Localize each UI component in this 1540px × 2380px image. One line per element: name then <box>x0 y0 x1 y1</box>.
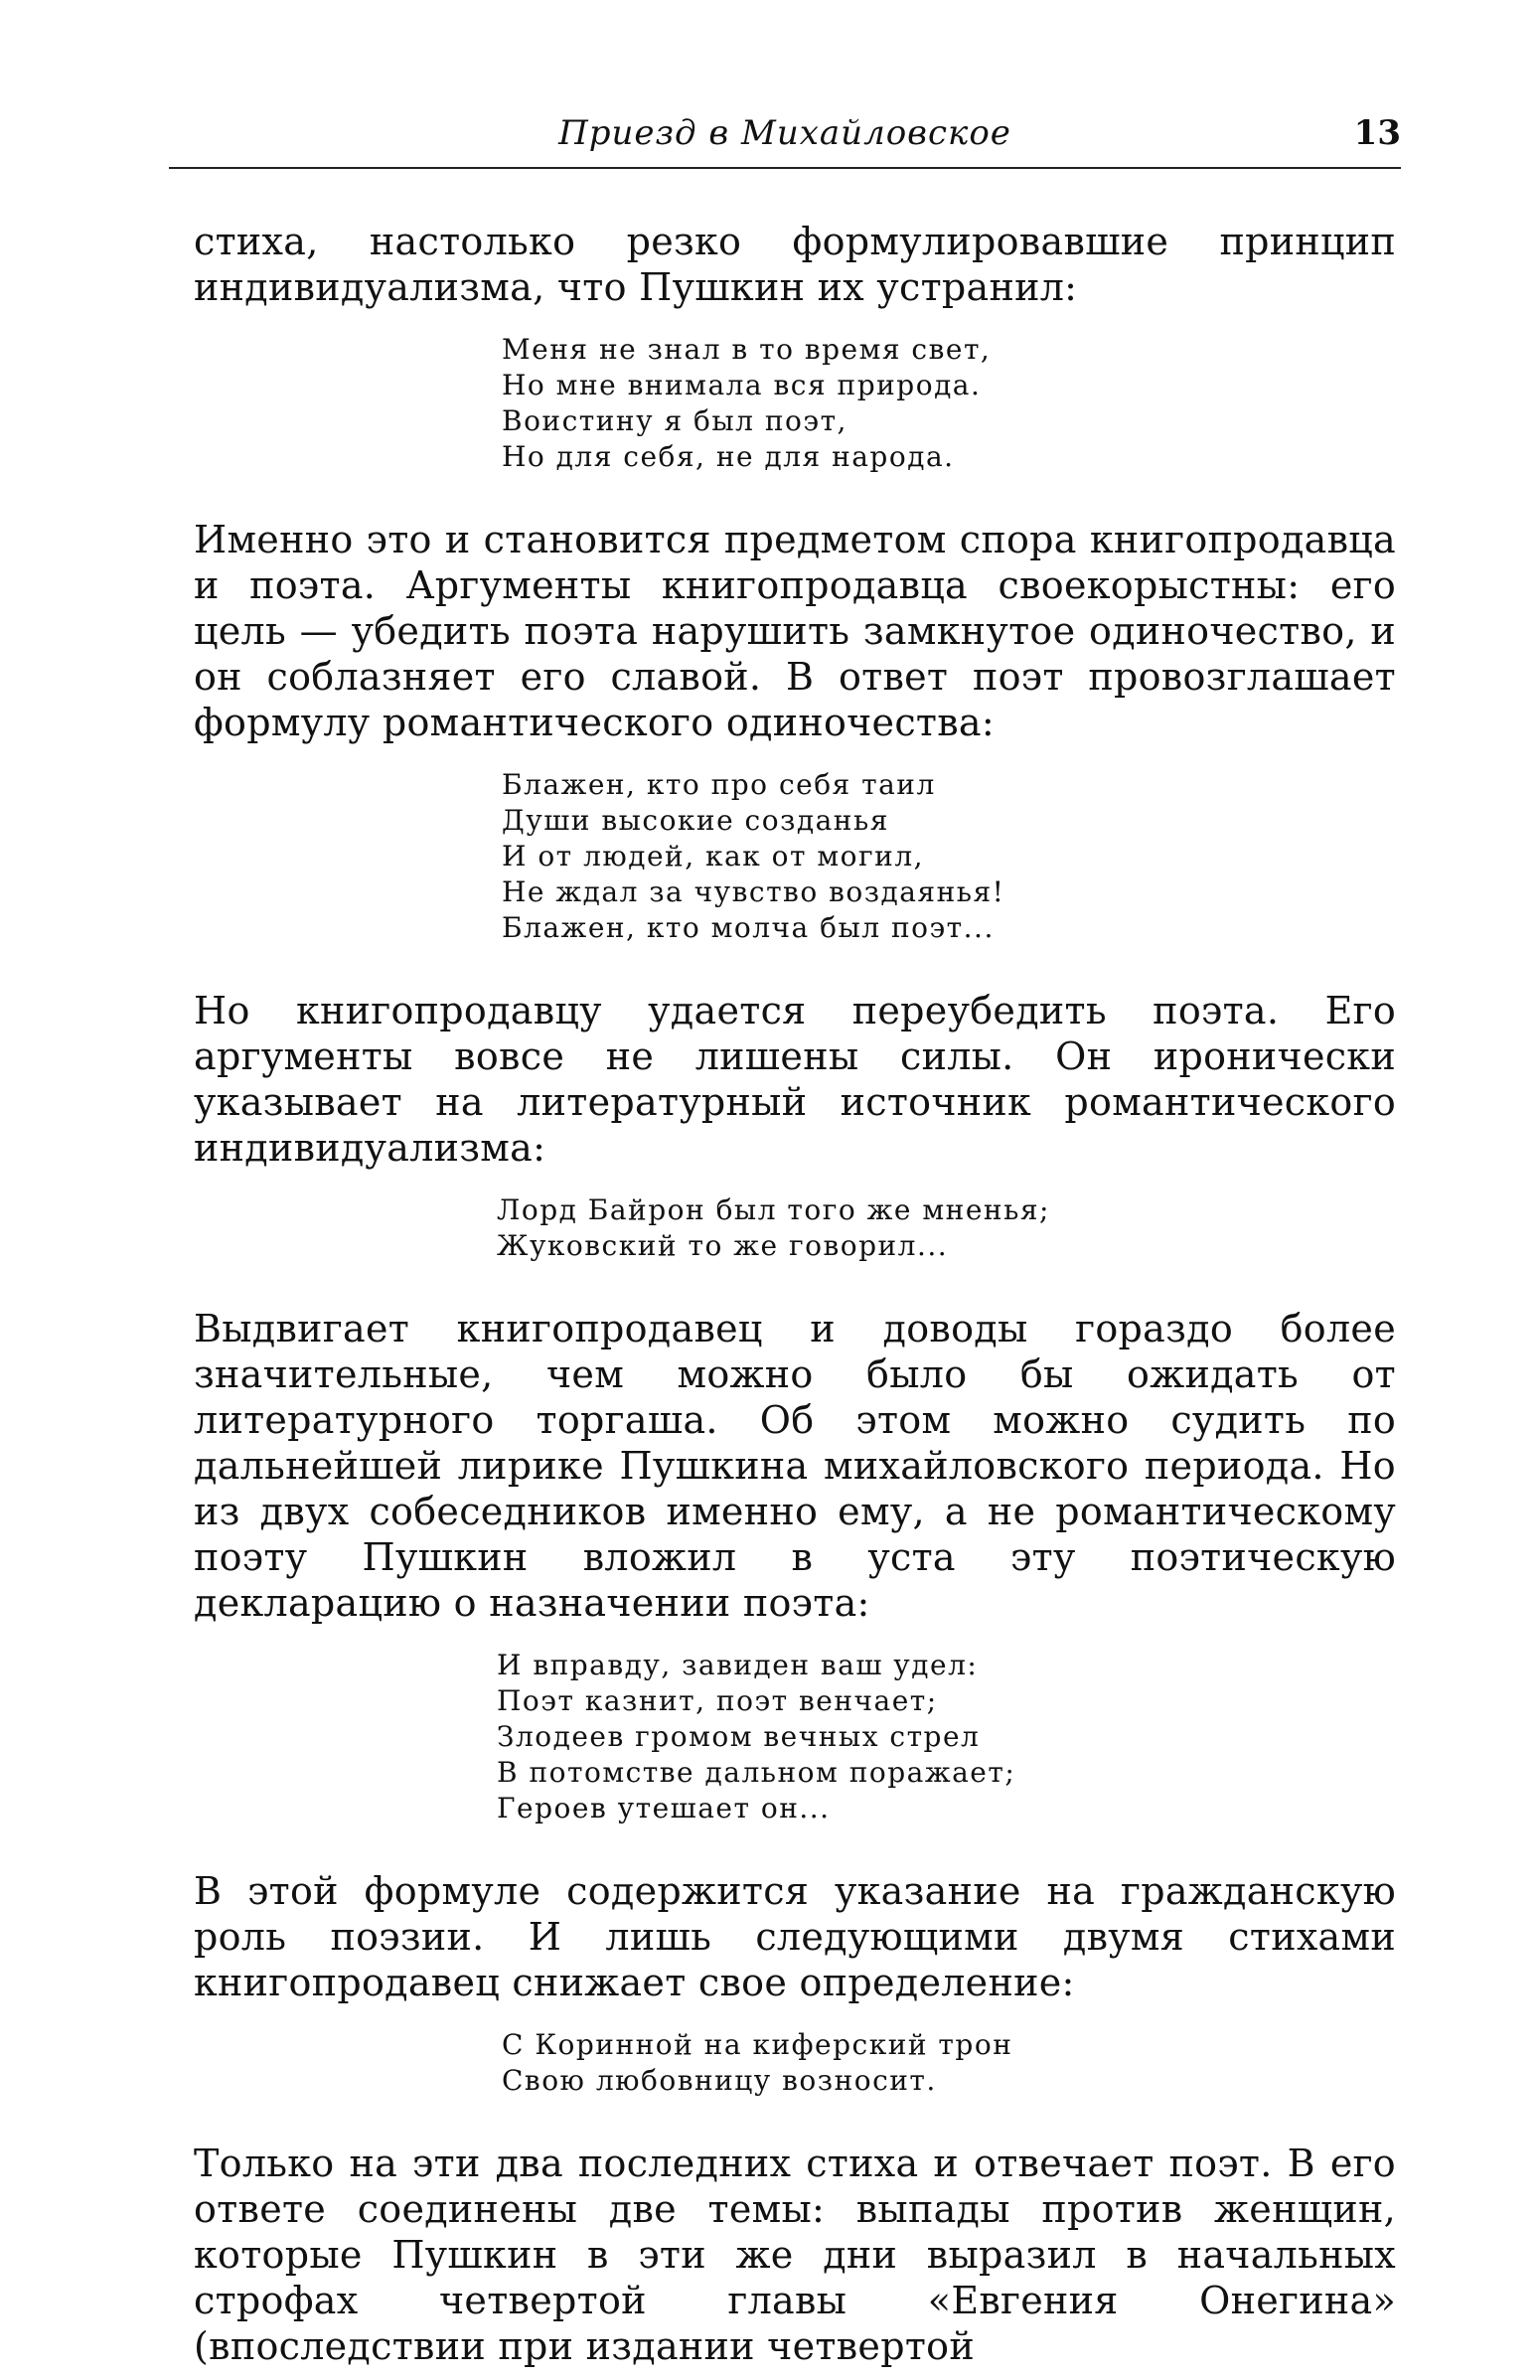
paragraph: В этой формуле содержится указание на гражданскую роль поэзии. И лишь следующими двумя стихами книгопродавец снижает свое определение: <box>194 1869 1396 2004</box>
verse-line: Но мне внимала вся природа. <box>502 369 982 401</box>
running-title: Приезд в Михайловское <box>558 113 1011 153</box>
verse-line: Но для себя, не для народа. <box>502 440 955 473</box>
verse-line: Блажен, кто про себя таил <box>502 768 936 801</box>
verse-quote <box>194 1648 1396 1826</box>
verse-line: В потомстве дальном поражает; <box>497 1756 1016 1789</box>
verse-line: Жуковский то же говорил... <box>497 1229 949 1262</box>
paragraph: Но книгопродавцу удается переубедить поэта. Его аргументы вовсе не лишены силы. Он иронически указывает на литературный источник романтического индивидуализма: <box>194 989 1396 1170</box>
verse-line: Блажен, кто молча был поэт... <box>502 911 995 944</box>
paragraph: стиха, настолько резко формулировавшие принцип индивидуализма, что Пушкин их устранил: <box>194 220 1396 309</box>
page-number: 13 <box>1353 113 1401 153</box>
verse-line: Героев утешает он... <box>497 1792 831 1825</box>
verse-line: И от людей, как от могил, <box>502 840 925 873</box>
verse-quote <box>194 2027 1396 2099</box>
page-body <box>194 219 1396 2369</box>
verse-line: Поэт казнит, поэт венчает; <box>497 1684 938 1717</box>
paragraph: Именно это и становится предметом спора книгопродавца и поэта. Аргументы книгопродавца своекорыстны: его цель — убедить поэта нарушить замкнутое одиночество, и он соблазняет его славой. В ответ поэт провозглашает формулу романтического одиночества: <box>194 518 1396 744</box>
verse-quote <box>194 1192 1396 1264</box>
running-head <box>169 107 1401 169</box>
paragraph: Только на эти два последних стиха и отвечает поэт. В его ответе соединены две темы: выпады против женщин, которые Пушкин в эти же дни выразил в начальных строфах четвертой главы «Евгения Онегина» (впоследствии при издании четвертой <box>194 2142 1396 2368</box>
verse-line: Свою любовницу возносит. <box>502 2064 937 2097</box>
verse-line: Злодеев громом вечных стрел <box>497 1720 981 1753</box>
verse-quote <box>194 767 1396 946</box>
paragraph: Выдвигает книгопродавец и доводы гораздо более значительные, чем можно было бы ожидать от литературного торгаша. Об этом можно судить по дальнейшей лирике Пушкина михайловского периода. Но из двух собеседников именно ему, а не романтическому поэту Пушкин вложил в уста эту поэтическую декларацию о назначении поэта: <box>194 1307 1396 1625</box>
verse-quote <box>194 332 1396 475</box>
verse-line: Лорд Байрон был того же мненья; <box>497 1193 1050 1226</box>
verse-line: Воистину я был поэт, <box>502 404 847 437</box>
verse-line: И вправду, завиден ваш удел: <box>497 1649 979 1681</box>
verse-line: С Коринной на киферский трон <box>502 2028 1013 2061</box>
verse-line: Души высокие созданья <box>502 804 889 837</box>
verse-line: Не ждал за чувство воздаянья! <box>502 875 1005 908</box>
verse-line: Меня не знал в то время свет, <box>502 333 992 366</box>
